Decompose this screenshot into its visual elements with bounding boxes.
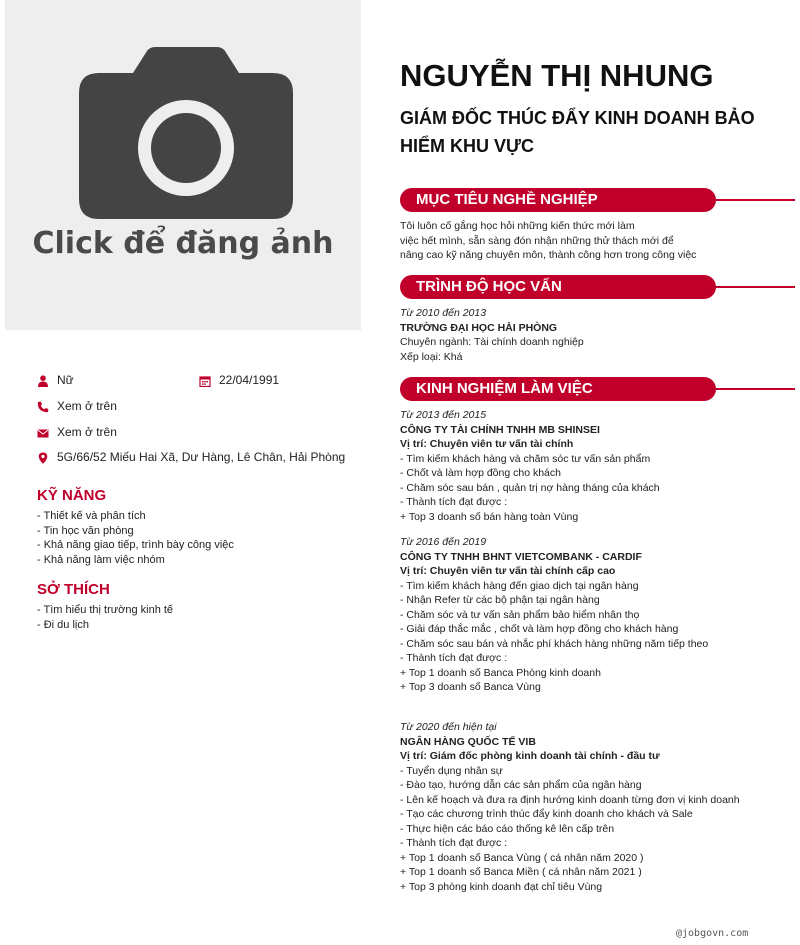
hobby-item: - Tìm hiểu thị trường kinh tế bbox=[37, 604, 174, 616]
job-line: - Chăm sóc sau bán và nhắc phí khách hàng những năm tiếp theo bbox=[400, 637, 709, 650]
camera-icon bbox=[77, 45, 295, 221]
birthday-value: 22/04/1991 bbox=[219, 373, 280, 387]
location-pin-icon bbox=[37, 452, 49, 464]
job-line: - Nhận Refer từ các bộ phận tại ngân hàng bbox=[400, 594, 600, 606]
objective-line: việc hết mình, sẵn sàng đón nhận những thử thách mới để bbox=[400, 234, 674, 247]
candidate-role: GIÁM ĐỐC THÚC ĐẨY KINH DOANH BẢO HIỂM KHU VỰC bbox=[400, 108, 755, 156]
job-line: - Thực hiện các báo cáo thống kê lên cấp trên bbox=[400, 822, 615, 835]
hobbies-list bbox=[37, 603, 173, 632]
job-position: Vị trí: Chuyên viên tư vấn tài chính bbox=[400, 438, 574, 450]
phone-value: Xem ở trên bbox=[57, 399, 117, 413]
experience-heading: KINH NGHIỆM LÀM VIỆC bbox=[400, 377, 716, 401]
job-line: - Chốt và làm hợp đồng cho khách bbox=[400, 467, 561, 479]
job-line: + Top 1 doanh số Banca Miền ( cá nhân năm 2021 ) bbox=[400, 866, 642, 878]
gender-value: Nữ bbox=[57, 373, 74, 387]
education-school: TRƯỜNG ĐẠI HỌC HẢI PHÒNG bbox=[400, 321, 558, 334]
job-line: + Top 1 doanh số Banca Phòng kinh doanh bbox=[400, 666, 601, 679]
candidate-name: NGUYỄN THỊ NHUNG bbox=[400, 58, 714, 93]
job-line: - Chăm sóc và tư vấn sản phẩm bảo hiểm nhân thọ bbox=[400, 608, 640, 621]
job-line: + Top 3 doanh số Banca Vùng bbox=[400, 681, 541, 693]
skill-item: - Tin học văn phòng bbox=[37, 524, 134, 537]
objective-line: nâng cao kỹ năng chuyên môn, thành công hơn trong công việc bbox=[400, 249, 697, 261]
watermark: @jobgovn.com bbox=[676, 928, 749, 939]
education-entry bbox=[400, 306, 795, 364]
job-period: Từ 2016 đến 2019 bbox=[400, 536, 487, 548]
job-line: - Tuyển dụng nhân sự bbox=[400, 764, 503, 777]
skill-item: - Thiết kế và phân tích bbox=[37, 510, 146, 522]
job-company: NGÂN HÀNG QUỐC TẾ VIB bbox=[400, 735, 536, 748]
envelope-icon bbox=[37, 427, 49, 439]
user-icon bbox=[37, 375, 49, 387]
email-value: Xem ở trên bbox=[57, 425, 117, 439]
hobbies-heading: SỞ THÍCH bbox=[37, 581, 110, 598]
job-entry bbox=[400, 720, 795, 894]
photo-upload-caption: Click để đăng ảnh bbox=[32, 226, 334, 261]
job-position: Vị trí: Giám đốc phòng kinh doanh tài chính - đầu tư bbox=[400, 750, 660, 762]
objective-text bbox=[400, 219, 795, 263]
skills-list bbox=[37, 509, 234, 567]
job-company: CÔNG TY TÀI CHÍNH TNHH MB SHINSEI bbox=[400, 423, 600, 436]
job-line: - Tìm kiếm khách hàng đến giao dịch tại ngân hàng bbox=[400, 579, 639, 592]
skill-item: - Khả năng làm việc nhóm bbox=[37, 553, 165, 566]
objective-line: Tôi luôn cố gắng học hỏi những kiến thức mới làm bbox=[400, 220, 635, 232]
job-line: + Top 3 doanh số bán hàng toàn Vùng bbox=[400, 510, 579, 523]
education-major: Chuyên ngành: Tài chính doanh nghiệp bbox=[400, 336, 584, 348]
job-entry bbox=[400, 535, 795, 695]
job-line: - Thành tích đạt được : bbox=[400, 652, 508, 664]
job-line: - Tạo các chương trình thúc đẩy kinh doanh cho khách và Sale bbox=[400, 808, 693, 820]
skills-heading: KỸ NĂNG bbox=[37, 487, 107, 504]
photo-upload-area[interactable] bbox=[5, 0, 361, 330]
education-grade: Xếp loại: Khá bbox=[400, 350, 463, 363]
calendar-icon bbox=[199, 375, 211, 387]
hobby-item: - Đi du lịch bbox=[37, 618, 89, 631]
job-line: - Lên kế hoạch và đưa ra định hướng kinh doanh từng đơn vị kinh doanh bbox=[400, 793, 740, 806]
job-period: Từ 2020 đến hiện tại bbox=[400, 721, 497, 733]
skill-item: - Khả năng giao tiếp, trình bày công việc bbox=[37, 539, 234, 551]
job-line: - Giải đáp thắc mắc , chốt và làm hợp đồng cho khách hàng bbox=[400, 623, 679, 635]
job-line: - Chăm sóc sau bán , quản trị nợ hàng tháng của khách bbox=[400, 481, 660, 494]
job-period: Từ 2013 đến 2015 bbox=[400, 409, 487, 421]
job-line: - Đào tạo, hướng dẫn các sản phẩm của ngân hàng bbox=[400, 779, 642, 791]
job-company: CÔNG TY TNHH BHNT VIETCOMBANK - CARDIF bbox=[400, 550, 642, 563]
phone-icon bbox=[37, 401, 49, 413]
job-position: Vị trí: Chuyên viên tư vấn tài chính cấp cao bbox=[400, 565, 616, 577]
job-line: + Top 1 doanh số Banca Vùng ( cá nhân năm 2020 ) bbox=[400, 851, 644, 864]
education-period: Từ 2010 đến 2013 bbox=[400, 307, 487, 319]
education-heading: TRÌNH ĐỘ HỌC VẤN bbox=[400, 275, 716, 299]
job-line: - Thành tích đạt được : bbox=[400, 837, 508, 849]
job-line: - Tìm kiếm khách hàng và chăm sóc tư vấn sản phẩm bbox=[400, 452, 651, 465]
objective-heading: MỤC TIÊU NGHỀ NGHIỆP bbox=[400, 188, 716, 212]
job-entry bbox=[400, 408, 795, 524]
job-line: - Thành tích đạt được : bbox=[400, 496, 508, 508]
job-line: + Top 3 phòng kinh doanh đạt chỉ tiêu Vùng bbox=[400, 880, 603, 893]
address-value: 5G/66/52 Miếu Hai Xã, Dư Hàng, Lê Chân, Hải Phòng bbox=[57, 450, 346, 464]
